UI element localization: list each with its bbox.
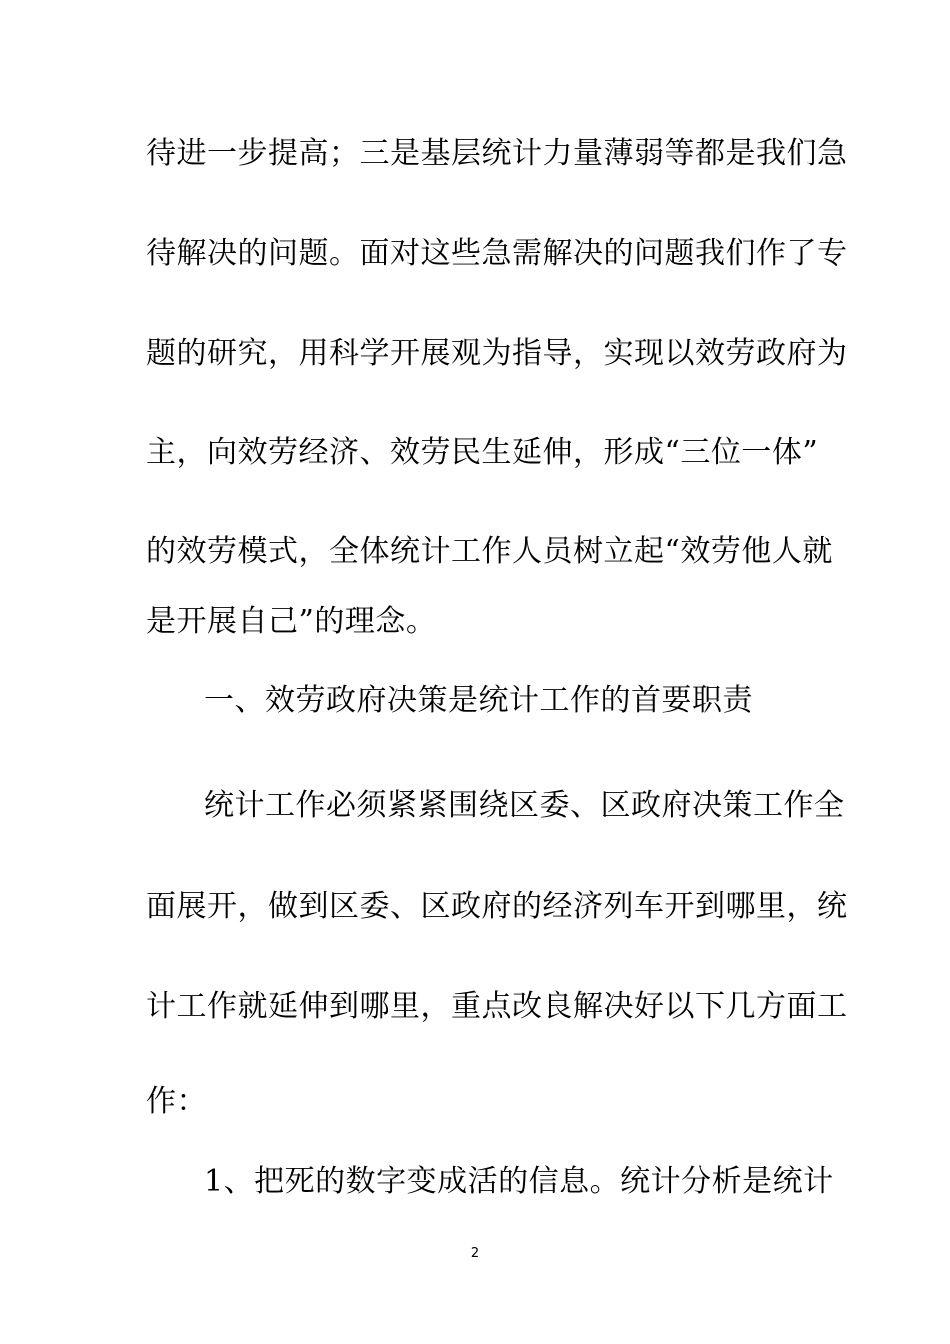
paragraph-line: 待进一步提高；三是基层统计力量薄弱等都是我们急 [146, 136, 848, 171]
section-heading: 一、效劳政府决策是统计工作的首要职责 [204, 683, 753, 718]
paragraph-line: 1、把死的数字变成活的信息。统计分析是统计 [204, 1164, 834, 1199]
paragraph-line: 题的研究，用科学开展观为指导，实现以效劳政府为 [146, 336, 848, 371]
paragraph-line: 是开展自己”的理念。 [146, 604, 437, 639]
page-number: 2 [470, 1246, 480, 1261]
paragraph-line: 主，向效劳经济、效劳民生延伸，形成“三位一体” [146, 435, 819, 470]
paragraph-line: 待解决的问题。面对这些急需解决的问题我们作了专 [146, 236, 848, 271]
paragraph-line: 计工作就延伸到哪里，重点改良解决好以下几方面工 [146, 989, 848, 1024]
paragraph-line: 的效劳模式，全体统计工作人员树立起“效劳他人就 [146, 534, 833, 569]
paragraph-line: 面展开，做到区委、区政府的经济列车开到哪里，统 [146, 889, 848, 924]
paragraph-line: 统计工作必须紧紧围绕区委、区政府决策工作全 [204, 788, 845, 823]
paragraph-line: 作： [146, 1084, 207, 1119]
